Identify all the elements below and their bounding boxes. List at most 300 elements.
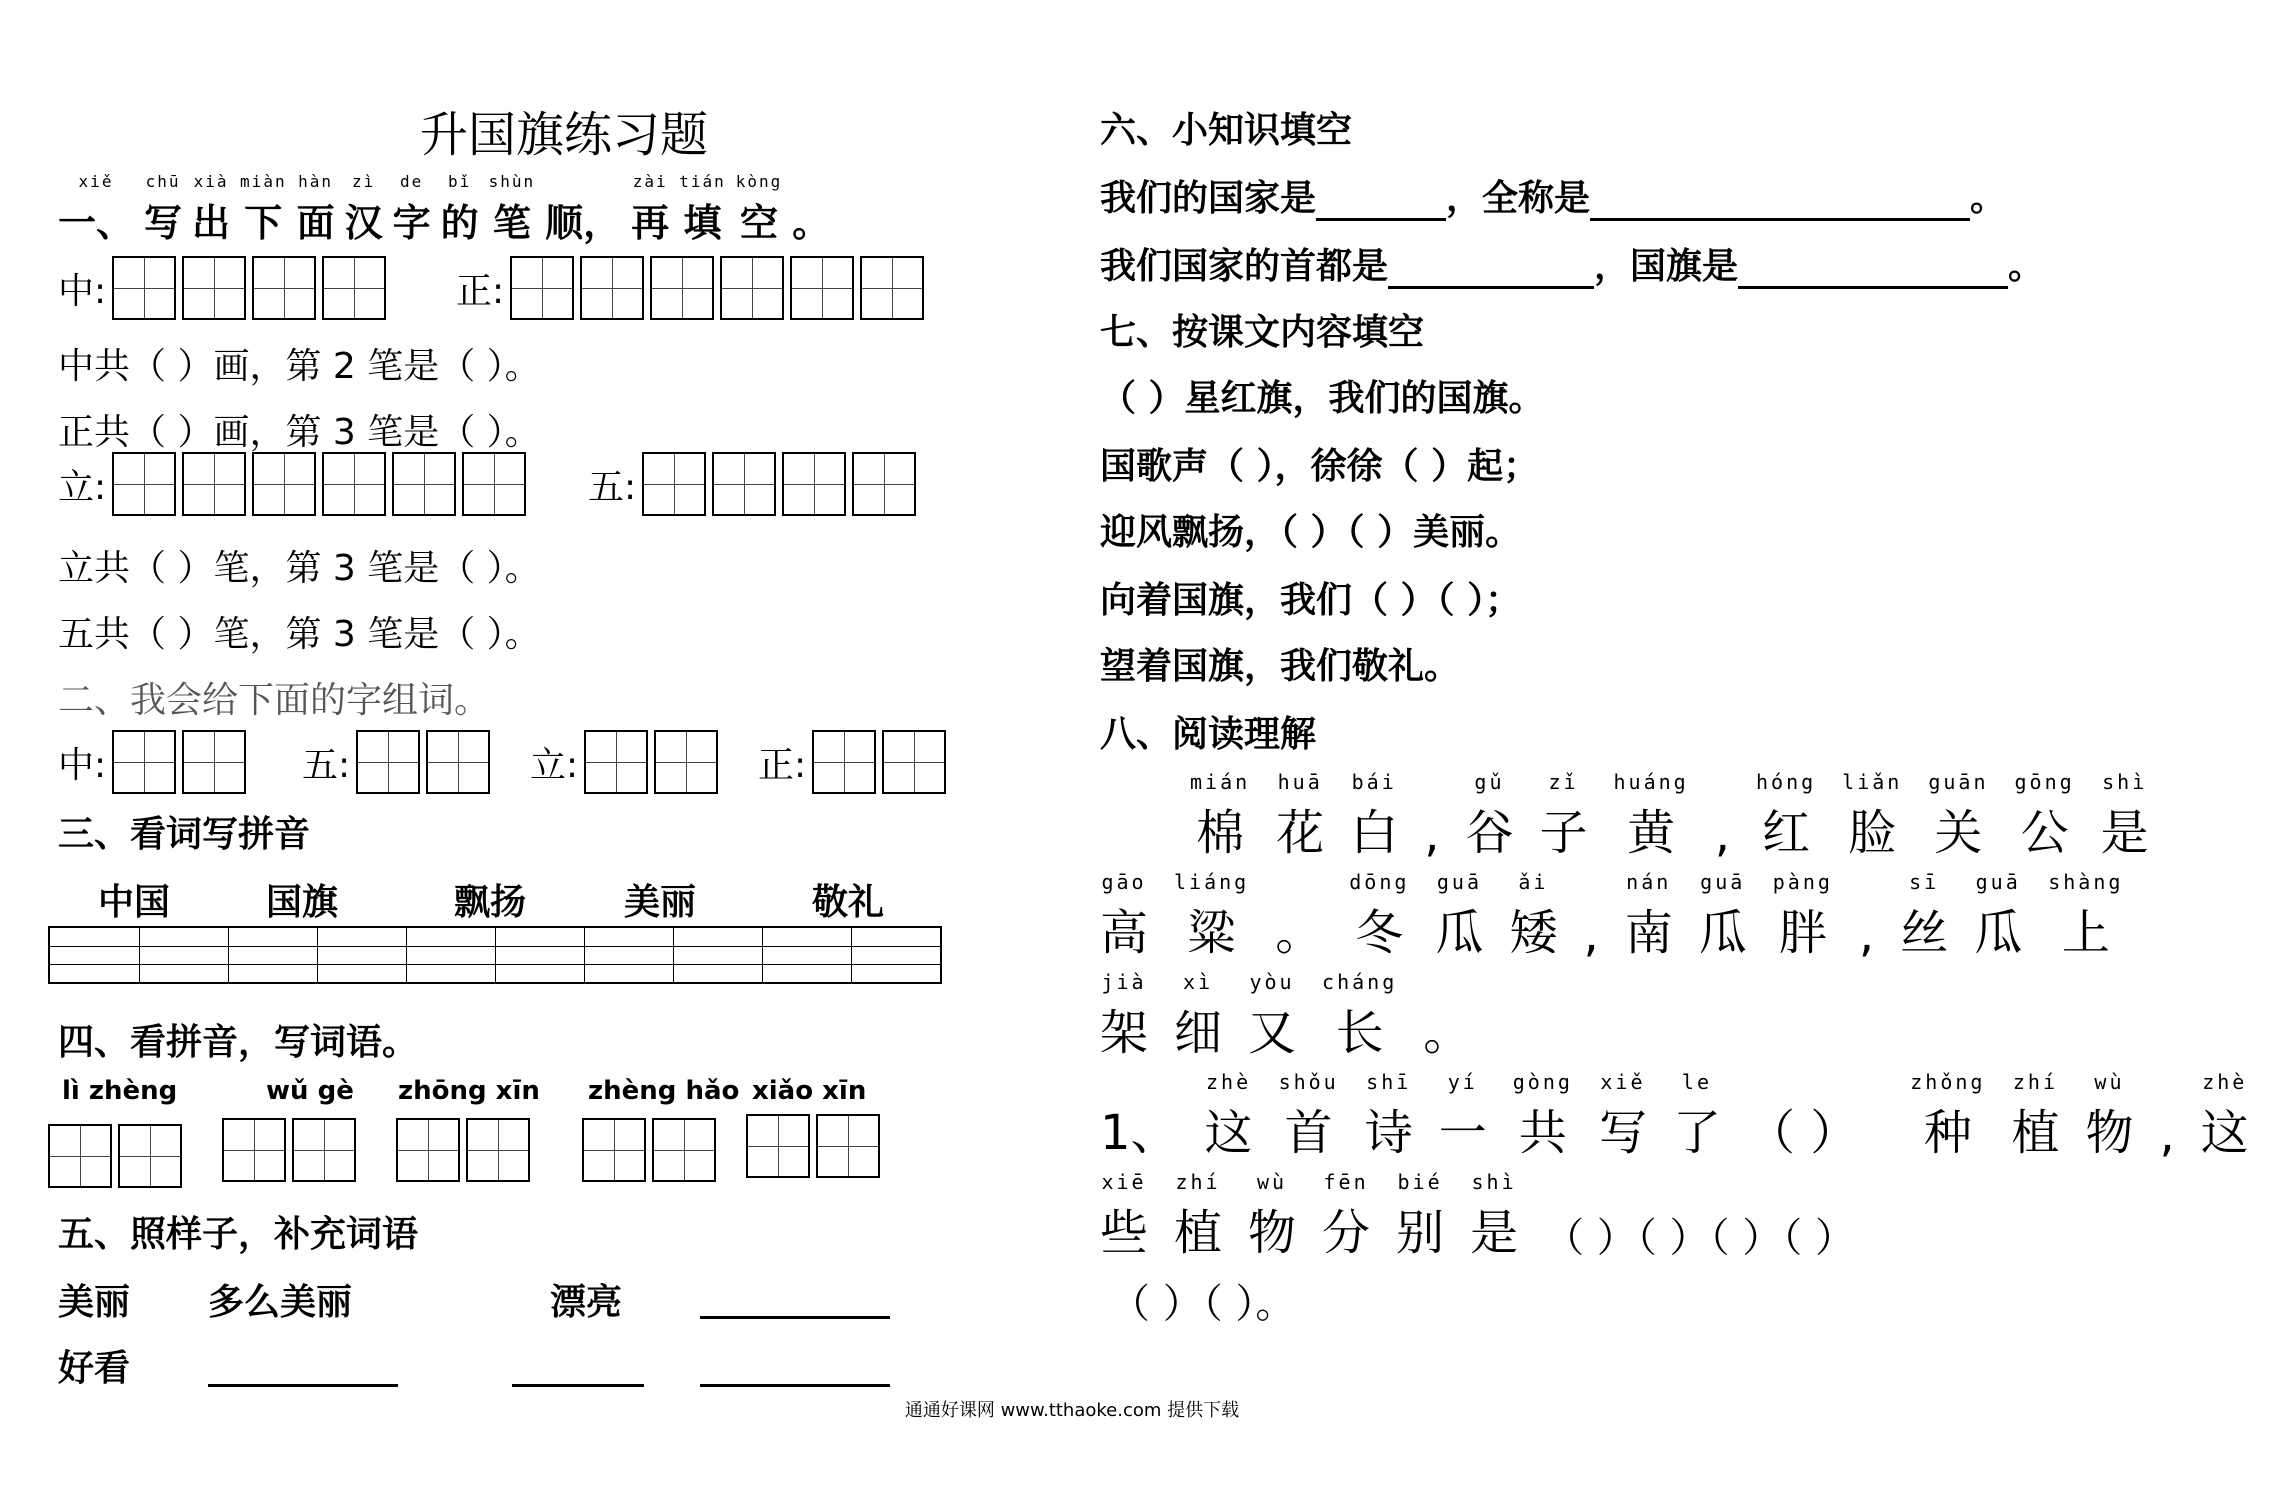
s4-boxes-2 [222,1118,356,1182]
tianzi-box[interactable] [112,452,176,516]
hanzi: 瓜 [1974,905,2023,961]
tianzi-box[interactable] [462,452,526,516]
tianzi-box[interactable] [182,452,246,516]
hanzi: 写 [144,201,183,245]
s4-boxes-1 [48,1124,182,1188]
hanzi: 植 [2011,1105,2060,1161]
hanzi: 白 [1350,805,1399,861]
hanzi: 首 [1284,1105,1333,1161]
pinyin-annotation: shì [2102,770,2148,794]
section-2-heading: 二、我会给下面的字组词。 [58,680,491,721]
pinyin-annotation: zhè [2202,1070,2248,1094]
hanzi: 植 [1174,1205,1223,1261]
hanzi: 顺， [545,201,622,245]
ruby-char [1509,870,1557,963]
pinyin-annotation: gāo [1101,870,1147,894]
ruby-char [1974,870,2022,963]
ruby-char [1756,770,1816,863]
question-1-line-2 [1100,1170,1881,1263]
hanzi: 了 [1672,1105,1721,1161]
ruby-char [1190,770,1250,863]
tianzi-box[interactable] [720,256,784,320]
tianzi-box[interactable] [112,730,176,794]
pinyin-annotation: shǒu [1278,1070,1339,1094]
section-8-heading: 八、阅读理解 [1100,714,1317,755]
s6-line-1-c: 。 [1970,178,2007,219]
tianzi-box[interactable] [112,256,176,320]
li-label: 立: [58,466,107,508]
pinyin-annotation: xiē [1101,1170,1147,1194]
ruby-char [1322,970,1397,1063]
pinyin-annotation: liǎn [1842,770,1903,794]
answer-brackets[interactable]: （ ）（ ）（ ）（ ） [1544,1215,1855,1261]
hanzi: 上 [2061,905,2110,961]
hanzi: 子 [1539,805,1588,861]
pinyin-annotation: gòng [1512,1070,1573,1094]
pinyin-annotation: gǔ [1474,770,1505,794]
hanzi: 棉 [1196,805,1245,861]
hanzi: 关 [1934,805,1983,861]
pinyin-annotation: cháng [1322,970,1398,994]
ruby-char [2159,1083,2174,1163]
ruby-char [2015,770,2075,863]
pinyin-annotation: wù [2094,1070,2125,1094]
pinyin-annotation: xì [1182,970,1214,994]
ruby-char [2011,1070,2059,1163]
hanzi: 1、 [1100,1105,1179,1161]
hanzi: 出 [192,201,231,245]
s5-blank-extra-1[interactable] [512,1350,644,1387]
li-question: 立共（ ）笔，第 3 笔是（ ）。 [58,548,541,589]
pinyin-annotation: yòu [1249,970,1295,994]
hanzi: 字 [392,201,431,245]
ruby-char [1928,770,1988,863]
s7-line-3: 迎风飘扬，（ ）（ ）美丽。 [1100,512,1522,553]
tianzi-box[interactable] [510,256,574,320]
poem-line-2 [1100,870,2149,963]
hanzi: 写 [1598,1105,1647,1161]
wu-boxes [642,452,916,516]
tianzi-box[interactable] [182,256,246,320]
s6-blank-capital[interactable] [1388,252,1594,289]
s6-blank-fullname[interactable] [1590,184,1970,221]
hanzi: 瓜 [1435,905,1484,961]
pinyin-annotation: chū [145,172,181,191]
zhong-question: 中共（ ）画，第 2 笔是（ ）。 [58,346,541,387]
tianzi-box[interactable] [584,730,648,794]
pinyin-annotation: bái [1351,770,1397,794]
ruby-char [1747,1070,1858,1163]
ruby-char [1470,1170,1518,1263]
ruby-char [1365,1070,1413,1163]
hanzi: 下 [244,201,283,245]
hanzi: 面 [296,201,335,245]
s7-line-2: 国歌声（ ），徐徐（ ）起； [1100,446,1540,487]
tianzi-box[interactable] [322,256,386,320]
hanzi: 公 [2020,805,2069,861]
pinyin-annotation: mián [1190,770,1251,794]
pinyin-annotation: miàn [240,172,287,191]
ruby-char [1910,1070,1985,1163]
s6-line-1 [1100,170,2006,221]
hanzi: 空 [739,201,778,245]
hanzi: 诗 [1364,1105,1413,1161]
pinyin-annotation: kòng [735,172,783,191]
question-1-line-1 [1100,1070,2275,1163]
tianzi-box[interactable] [182,730,246,794]
wu-row [588,452,916,516]
tianzi-box[interactable] [782,452,846,516]
tianzi-box[interactable] [426,730,490,794]
pinyin-annotation: de [399,172,424,191]
section-3-heading: 三、看词写拼音 [58,814,311,855]
hanzi: 是 [2100,805,2149,861]
ruby-char [1859,883,1874,963]
s3-word-5: 敬礼 [812,882,885,923]
pinyin-annotation: gōng [2014,770,2075,794]
tianzi-box[interactable] [322,452,386,516]
section-4-heading: 四、看拼音，写词语。 [58,1022,419,1063]
tianzi-box[interactable] [860,256,924,320]
footer-credit: 通通好课网 www.tthaoke.com 提供下载 [904,1400,1240,1421]
pinyin-annotation: shàng [2048,870,2124,894]
hanzi: 细 [1174,1005,1223,1061]
right-column [1080,0,2249,1512]
pinyin-annotation: tián [679,172,726,191]
s7-line-1: （ ）星红旗，我们的国旗。 [1100,378,1545,419]
ruby-char [1174,870,1249,963]
ruby-char [1275,870,1323,963]
pinyin-annotation: yí [1447,1070,1478,1094]
ruby-char [1715,783,1730,863]
left-column [0,0,1080,1512]
tianzi-box[interactable] [582,1118,646,1182]
s2-group-zheng [758,730,946,794]
section-7-heading: 七、按课文内容填空 [1100,312,1425,353]
hanzi: 再 [631,201,670,245]
pinyin-annotation: wù [1256,1170,1288,1194]
tianzi-box[interactable] [746,1114,810,1178]
heading-char [192,172,230,247]
ruby-char [1174,970,1222,1063]
hanzi: 笔 [492,201,531,245]
heading-char [679,172,726,247]
tianzi-box[interactable] [392,452,456,516]
s4-pinyin-2: wǔ gè [266,1076,354,1106]
ruby-char [1673,1070,1721,1163]
pinyin-annotation: bié [1397,1170,1443,1194]
tianzi-box[interactable] [790,256,854,320]
ruby-char [1100,970,1148,1063]
hanzi: 胖 [1778,905,1827,961]
li-row [58,452,526,516]
page-title: 升国旗练习题 [420,107,709,163]
ruby-char [1539,770,1587,863]
s3-word-3: 飘扬 [454,882,527,923]
pinyin-annotation: shùn [488,172,536,191]
pinyin-annotation: guā [1700,870,1746,894]
tianzi-box[interactable] [292,1118,356,1182]
heading-char [393,172,431,247]
s4-boxes-5 [746,1114,880,1178]
hanzi: 一 [1438,1105,1487,1161]
s4-pinyin-4: zhèng hǎo [588,1076,740,1106]
s6-line-2-a: 我们国家的首都是 [1100,246,1389,287]
s4-boxes-4 [582,1118,716,1182]
pinyin-annotation: le [1681,1070,1712,1094]
pinyin-annotation: guā [1975,870,2021,894]
pinyin-annotation: guā [1436,870,1482,894]
s2-group-zhong [58,730,246,794]
ruby-char [1614,770,1689,863]
ruby-char [1100,1170,1148,1263]
tianzi-box[interactable] [396,1118,460,1182]
tianzi-box[interactable] [652,1118,716,1182]
hanzi: 矮 [1509,905,1558,961]
ruby-char [1625,870,1673,963]
ruby-char [1439,1070,1487,1163]
zhong-row [58,256,386,320]
hanzi: 红 [1762,805,1811,861]
zhong-boxes [112,256,386,320]
s5-blank-extra-2[interactable] [700,1350,890,1387]
s2-label-zheng: 正: [758,744,807,786]
hanzi: （ ） [1746,1105,1859,1161]
pinyin-grid[interactable] [48,926,942,984]
ruby-char [2101,770,2149,863]
hanzi: 冬 [1355,905,1404,961]
ruby-char [1599,1070,1647,1163]
hanzi: 高 [1100,905,1149,961]
hanzi: 又 [1248,1005,1297,1061]
hanzi: 这 [1204,1105,1253,1161]
ruby-char [1349,870,1409,963]
hanzi: 种 [1923,1105,1972,1161]
s2-group-li [530,730,718,794]
ruby-char [1424,783,1439,863]
zhong-label: 中: [58,270,107,312]
pinyin-annotation: zì [351,172,376,191]
hanzi: 。 [1275,905,1324,961]
pinyin-annotation: bǐ [448,172,472,191]
tianzi-box[interactable] [466,1118,530,1182]
tianzi-box[interactable] [252,452,316,516]
hanzi: 谷 [1465,805,1514,861]
pinyin-annotation: pàng [1772,870,1833,894]
pinyin-annotation: huáng [1613,770,1689,794]
ruby-char [1465,770,1513,863]
poem-line-3 [1100,970,1497,1063]
hanzi: 这 [2200,1105,2249,1161]
tianzi-box[interactable] [816,1114,880,1178]
tianzi-box[interactable] [118,1124,182,1188]
tianzi-box[interactable] [48,1124,112,1188]
pinyin-annotation: zài [632,172,668,191]
zheng-label: 正: [456,270,505,312]
zheng-row [456,256,924,320]
hanzi: 一、 [58,201,135,245]
ruby-char [1276,770,1324,863]
s5-example-answer: 多么美丽 [208,1282,353,1323]
hanzi: 些 [1100,1205,1149,1261]
hanzi: 黄 [1627,805,1676,861]
pinyin-annotation: dōng [1349,870,1410,894]
ruby-char [1322,1170,1370,1263]
ruby-char [2085,1070,2133,1163]
ruby-char [1205,1070,1253,1163]
heading-char [345,172,383,247]
s6-line-2 [1100,238,2044,289]
ruby-char [1279,1070,1339,1163]
s2-label-zhong: 中: [58,744,107,786]
s3-word-4: 美丽 [624,882,697,923]
section-5-heading: 五、照样子，补充词语 [58,1214,419,1255]
heading-char [489,172,536,247]
ruby-char [1396,1170,1444,1263]
hanzi: 。 [1423,1005,1472,1061]
pinyin-annotation: xiě [1600,1070,1646,1094]
ruby-char [2201,1070,2249,1163]
pinyin-annotation: xiě [78,172,114,191]
s6-line-1-b: ，全称是 [1446,178,1591,219]
ruby-char [1842,770,1902,863]
tianzi-box[interactable] [812,730,876,794]
hanzi: 的 [440,201,479,245]
pinyin-annotation: jià [1101,970,1147,994]
s3-word-2: 国旗 [266,882,339,923]
tianzi-box[interactable] [712,452,776,516]
poem-line-1 [1190,770,2175,863]
s6-line-1-a: 我们的国家是 [1100,178,1317,219]
pinyin-annotation: ǎi [1518,870,1549,894]
tianzi-box[interactable] [222,1118,286,1182]
pinyin-annotation: sī [1909,870,1940,894]
tianzi-box[interactable] [654,730,718,794]
ruby-char [1699,870,1747,963]
s5-blank-haokan[interactable] [208,1350,398,1387]
pinyin-annotation: huā [1277,770,1323,794]
s2-label-li: 立: [530,744,579,786]
hanzi: , [1424,807,1440,863]
hanzi: 填 [683,201,722,245]
hanzi: 物 [2085,1105,2134,1161]
hanzi: 是 [1470,1205,1519,1261]
hanzi: 共 [1518,1105,1567,1161]
ruby-char [1423,970,1471,1063]
section-6-heading: 六、小知识填空 [1100,110,1353,151]
hanzi: 架 [1100,1005,1149,1061]
pinyin-annotation: xià [193,172,229,191]
s6-line-2-c: 。 [2008,246,2045,287]
s3-word-1: 中国 [98,882,171,923]
hanzi: 粱 [1187,905,1236,961]
pinyin-annotation: hóng [1755,770,1817,794]
hanzi: , [1714,807,1730,863]
pinyin-annotation: zhí [2012,1070,2059,1094]
tianzi-box[interactable] [252,256,316,320]
s7-line-5: 望着国旗，我们敬礼。 [1100,646,1461,687]
pinyin-annotation: fēn [1323,1170,1369,1194]
pinyin-annotation: zhè [1205,1070,1252,1094]
heading-char [240,172,287,247]
ruby-char [2048,870,2123,963]
s4-pinyin-3: zhōng xīn [398,1076,540,1106]
ruby-char [1100,870,1148,963]
li-boxes [112,452,526,516]
tianzi-box[interactable] [580,256,644,320]
hanzi: 花 [1276,805,1325,861]
pinyin-annotation: nán [1626,870,1672,894]
hanzi: 脸 [1848,805,1897,861]
tianzi-box[interactable] [882,730,946,794]
ruby-char [1100,1070,1179,1163]
zheng-question: 正共（ ）画，第 3 笔是（ ）。 [58,412,541,453]
hanzi: 汉 [344,201,383,245]
heading-char [297,172,335,247]
ruby-char [1513,1070,1573,1163]
tianzi-box[interactable] [642,452,706,516]
s5-blank-piaoliang[interactable] [700,1282,890,1319]
heading-char [792,172,830,247]
ruby-char [1773,870,1833,963]
hanzi: , [2159,1107,2175,1163]
zheng-boxes [510,256,924,320]
pinyin-annotation: shì [1471,1170,1517,1194]
tianzi-box[interactable] [356,730,420,794]
hanzi: 南 [1624,905,1673,961]
section-1-heading [58,172,840,247]
pinyin-annotation: liáng [1174,870,1250,894]
pinyin-annotation: shī [1366,1070,1412,1094]
tianzi-box[interactable] [852,452,916,516]
s6-blank-flag[interactable] [1738,252,2008,289]
s5-word-piaoliang: 漂亮 [550,1282,623,1323]
hanzi: 长 [1335,1005,1384,1061]
heading-char [545,172,621,247]
hanzi: 瓜 [1698,905,1747,961]
heading-char [736,172,783,247]
hanzi: 别 [1396,1205,1445,1261]
s6-blank-country[interactable] [1316,184,1446,221]
pinyin-annotation: zhǒng [1910,1070,1986,1094]
ruby-char [1350,770,1398,863]
pinyin-annotation: hàn [298,172,334,191]
s4-pinyin-5: xiǎo xīn [752,1076,867,1106]
heading-char [631,172,669,247]
hanzi: , [1583,907,1599,963]
wu-label: 五: [588,466,637,508]
hanzi: 分 [1322,1205,1371,1261]
s5-word-haokan: 好看 [58,1348,131,1389]
pinyin-annotation: zhí [1175,1170,1221,1194]
s6-line-2-b: ，国旗是 [1594,246,1739,287]
s2-label-wu: 五: [302,744,351,786]
heading-char [441,172,479,247]
question-1-line-3: （ ）（ ）。 [1110,1281,1296,1327]
hanzi: 丝 [1900,905,1949,961]
ruby-char [1248,970,1296,1063]
hanzi: , [1858,907,1875,963]
pinyin-annotation: zǐ [1548,770,1579,794]
ruby-char [1248,1170,1296,1263]
heading-char [144,172,182,247]
hanzi: 物 [1248,1205,1297,1261]
s4-pinyin-1: lì zhèng [62,1076,178,1106]
s5-example-word: 美丽 [58,1282,131,1323]
heading-char [58,172,134,247]
s7-line-4: 向着国旗，我们（ ）（ ）； [1100,580,1522,621]
tianzi-box[interactable] [650,256,714,320]
